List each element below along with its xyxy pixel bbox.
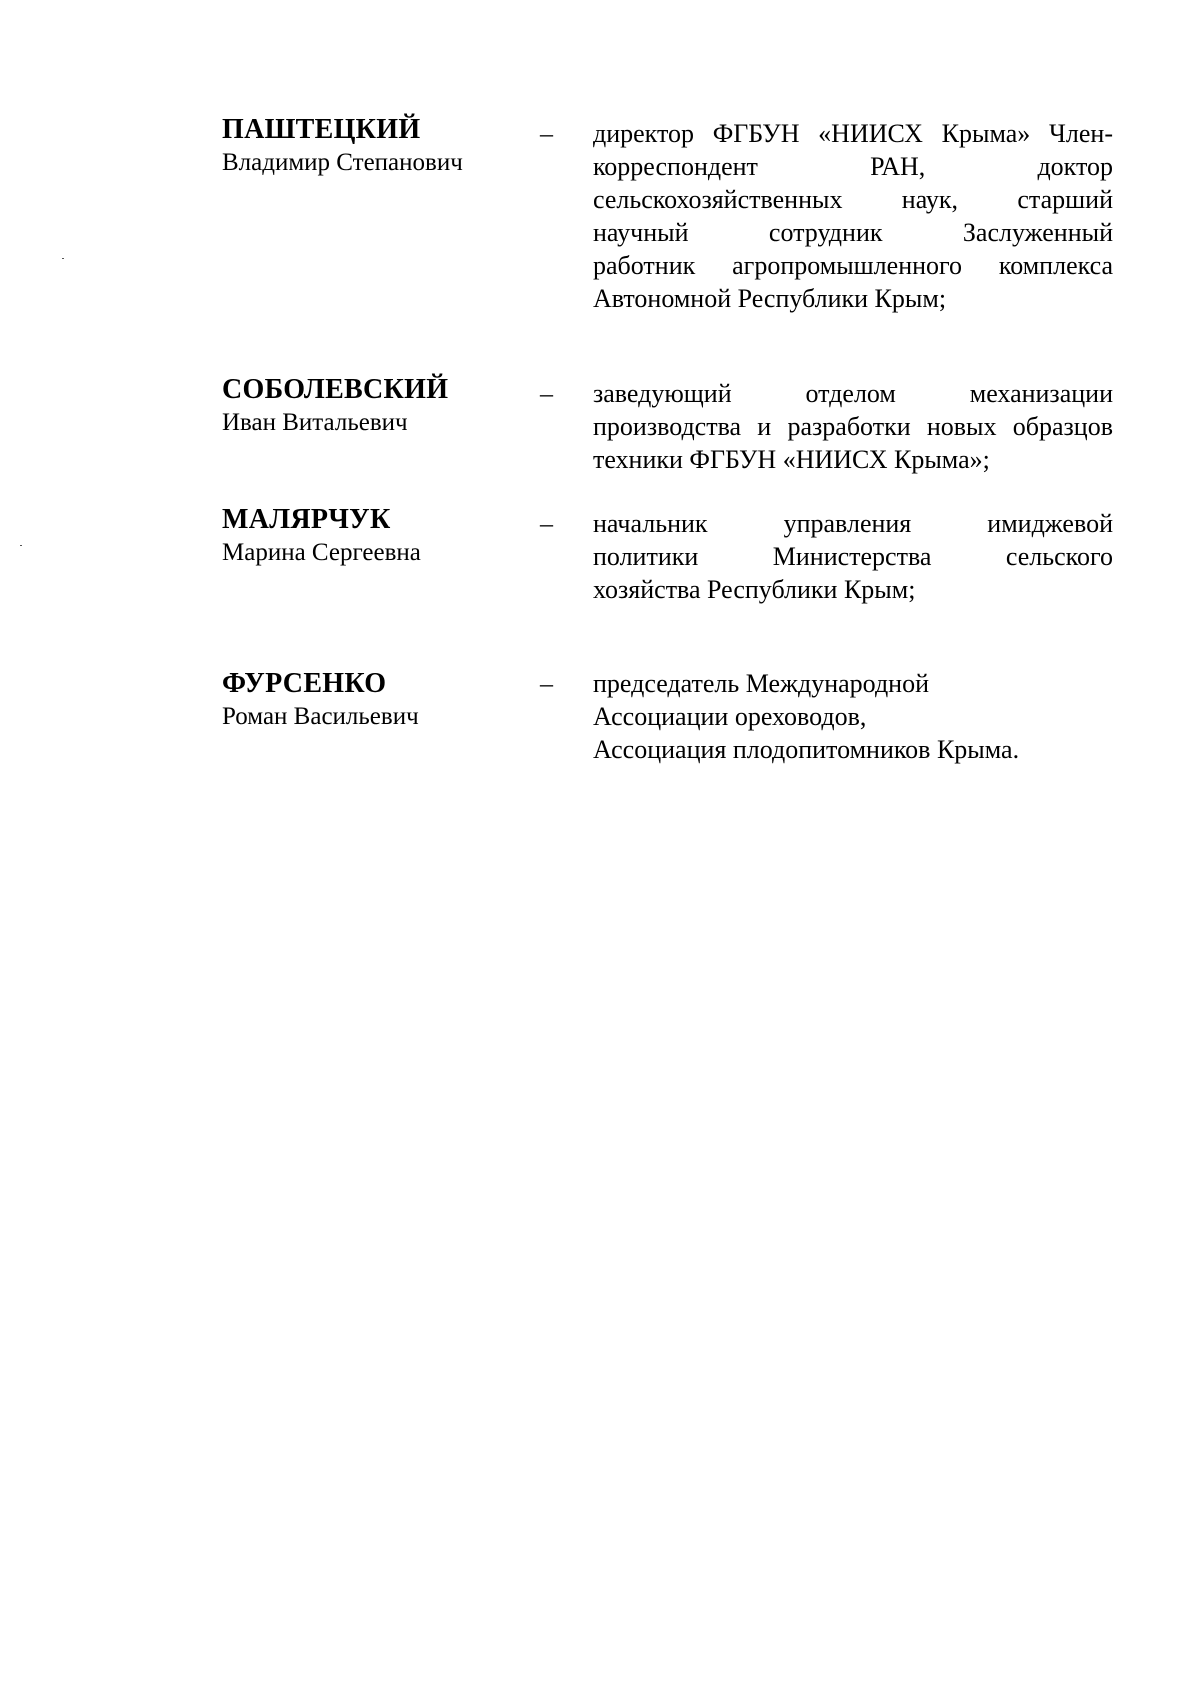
description-line: Ассоциация плодопитомников Крыма. (593, 735, 1020, 764)
member-given-name: Иван Витальевич (222, 409, 408, 436)
member-name-block (222, 667, 522, 733)
description-line: производства и разработки новых образцов (593, 412, 1113, 441)
member-surname: МАЛЯРЧУК (222, 504, 391, 535)
description-line: Ассоциации ореховодов, (593, 702, 867, 731)
member-name-block (222, 503, 522, 569)
description-line: корреспондент РАН, доктор (593, 152, 1113, 181)
member-name-block (222, 373, 522, 439)
member-description (593, 117, 1113, 315)
member-surname: ФУРСЕНКО (222, 668, 387, 699)
description-line: Автономной Республики Крым; (593, 284, 947, 313)
description-line: научный сотрудник Заслуженный (593, 218, 1113, 247)
description-line: техники ФГБУН «НИИСХ Крыма»; (593, 445, 990, 474)
member-description (593, 377, 1113, 476)
member-surname: ПАШТЕЦКИЙ (222, 114, 421, 145)
scan-speck (62, 258, 64, 259)
description-line: заведующий отделом механизации (593, 379, 1113, 408)
member-given-name: Роман Васильевич (222, 703, 419, 730)
separator-dash: – (540, 509, 553, 538)
member-description (593, 507, 1113, 606)
separator-dash: – (540, 119, 553, 148)
scan-speck (20, 545, 22, 546)
member-given-name: Владимир Степанович (222, 149, 463, 176)
separator-dash: – (540, 669, 553, 698)
description-line: политики Министерства сельского (593, 542, 1113, 571)
description-line: начальник управления имиджевой (593, 509, 1113, 538)
description-line: хозяйства Республики Крым; (593, 575, 916, 604)
description-line: директор ФГБУН «НИИСХ Крыма» Член- (593, 119, 1113, 148)
description-line: сельскохозяйственных наук, старший (593, 185, 1113, 214)
member-name-block (222, 113, 522, 179)
description-line: работник агропромышленного комплекса (593, 251, 1113, 280)
member-surname: СОБОЛЕВСКИЙ (222, 374, 449, 405)
member-description (593, 667, 1113, 766)
member-given-name: Марина Сергеевна (222, 539, 421, 566)
separator-dash: – (540, 379, 553, 408)
description-line: председатель Международной (593, 669, 929, 698)
